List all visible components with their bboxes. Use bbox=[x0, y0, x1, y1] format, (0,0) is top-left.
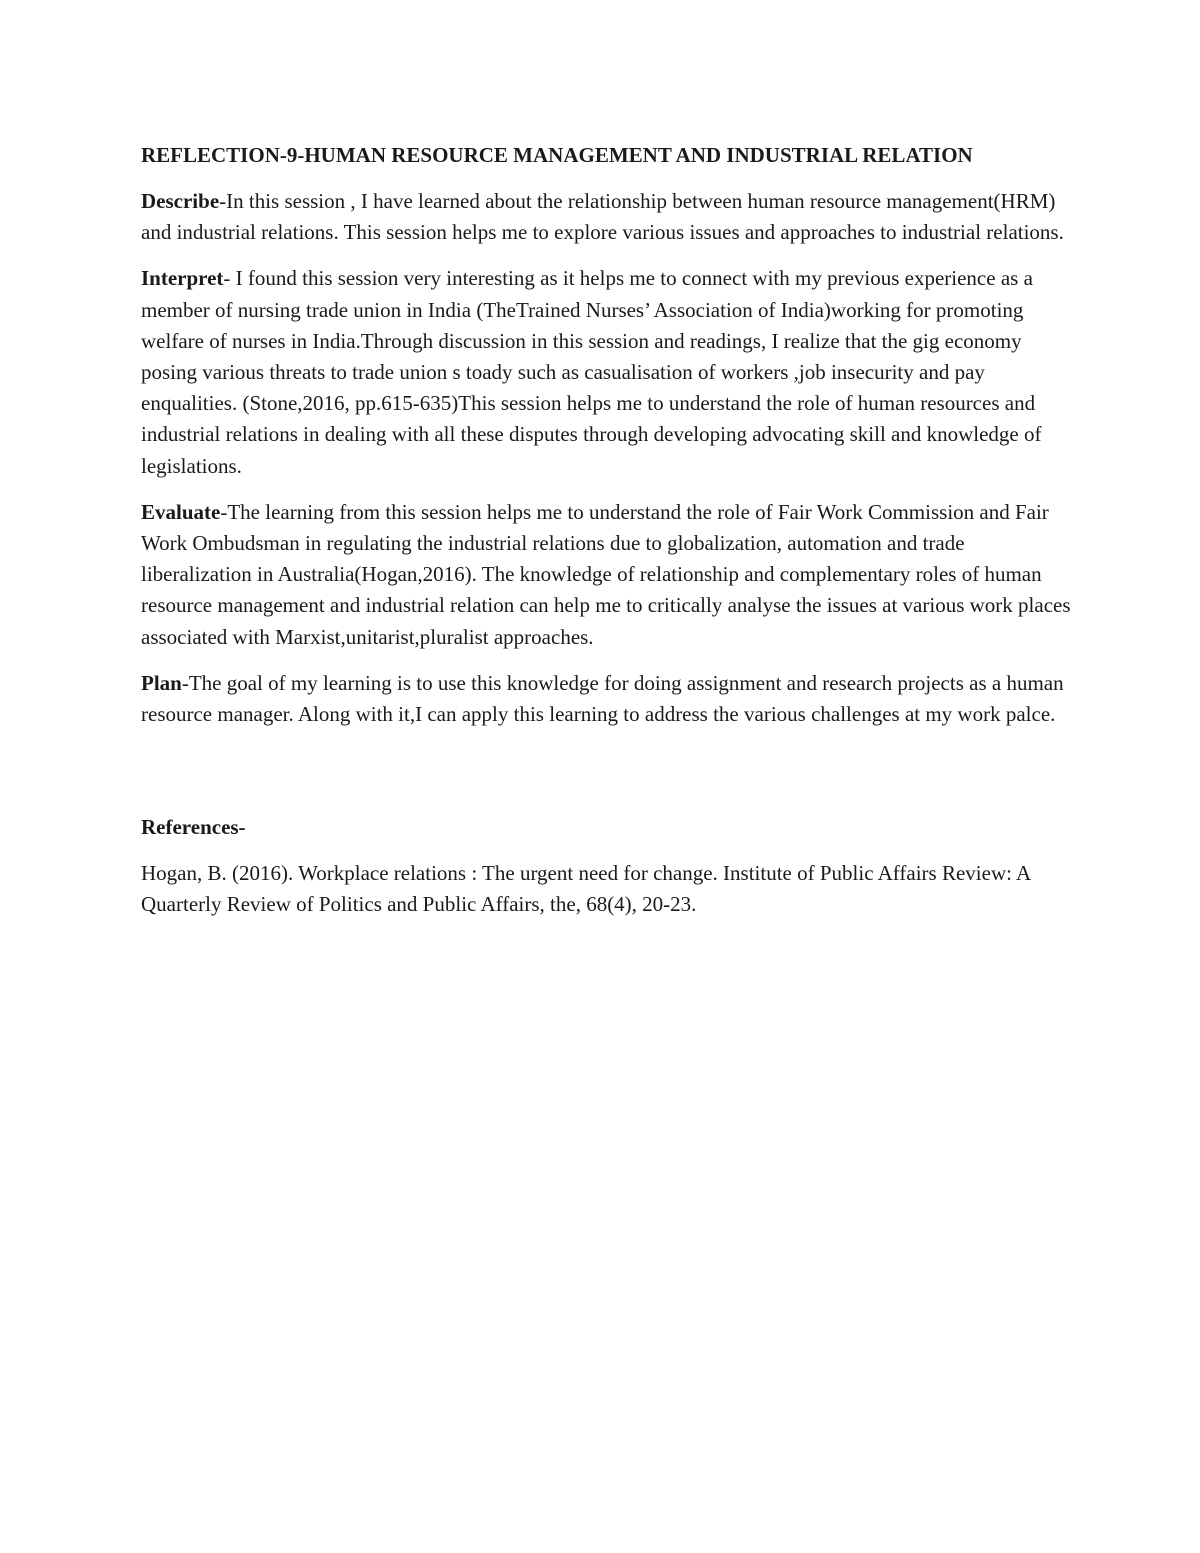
reference-entry: Hogan, B. (2016). Workplace relations : The urgent need for change. Institute of Public Affairs Review: A Quarterly Review of Politics and Public Affairs, the, 68(4), 20-23. bbox=[141, 861, 1031, 917]
section-text-evaluate: -The learning from this session helps me to understand the role of Fair Work Commission and Fair Work Ombudsman in regulating the industrial relations due to globalization, automation and trade liberalization in Australia(Hogan,2016). The knowledge of relationship and complementary roles of human resource management and industrial relation can help me to critically analyse the issues at various work places associated with Marxist,unitarist,pluralist approaches. bbox=[141, 499, 1071, 649]
document-title: REFLECTION-9-HUMAN RESOURCE MANAGEMENT AND INDUSTRIAL RELATION bbox=[141, 143, 973, 167]
section-text-describe: -In this session , I have learned about the relationship between human resource management(HRM) and industrial relations. This session helps me to explore various issues and approaches to industrial relations. bbox=[141, 189, 1064, 245]
section-plan bbox=[141, 668, 1071, 730]
section-interpret bbox=[141, 263, 1071, 481]
section-describe bbox=[141, 186, 1071, 248]
section-label-evaluate: Evaluate bbox=[141, 499, 221, 524]
section-text-interpret: - I found this session very interesting as it helps me to connect with my previous experience as a member of nursing trade union in India (TheTrained Nurses’ Association of India)working for promoting welfare of nurses in India.Through discussion in this session and readings, I realize that the gig economy posing various threats to trade union s toady such as casualisation of workers ,job insecurity and pay enqualities. (Stone,2016, pp.615-635)This session helps me to understand the role of human resources and industrial relations in dealing with all these disputes through developing advocating skill and knowledge of legislations. bbox=[141, 266, 1042, 478]
section-label-interpret: Interpret bbox=[141, 266, 224, 291]
section-text-plan: -The goal of my learning is to use this knowledge for doing assignment and research projects as a human resource manager. Along with it,I can apply this learning to address the various challenges at my work palce. bbox=[141, 670, 1064, 727]
section-label-plan: Plan bbox=[141, 670, 182, 695]
section-evaluate bbox=[141, 497, 1071, 653]
section-label-describe: Describe bbox=[141, 189, 220, 213]
references-heading: References- bbox=[141, 815, 246, 840]
document-page bbox=[141, 140, 1071, 921]
